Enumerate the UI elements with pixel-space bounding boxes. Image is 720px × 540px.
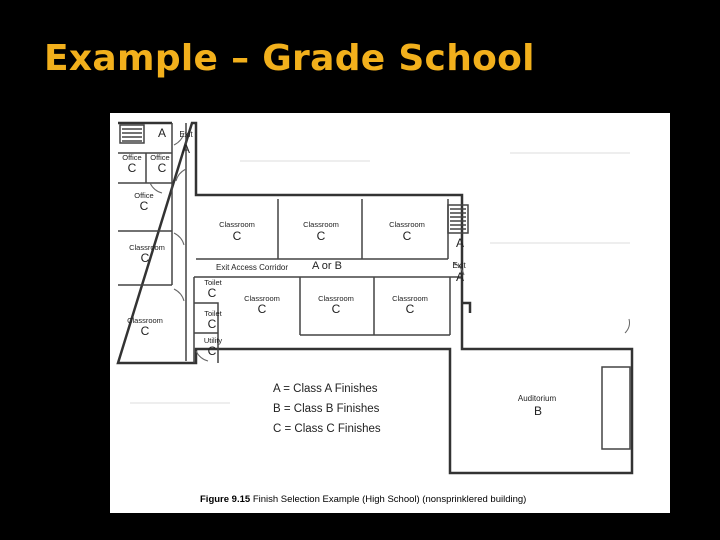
class-label: A — [455, 270, 465, 284]
room-label-classroom: Classroom — [127, 316, 163, 325]
room-label-toilet: Toilet — [204, 278, 222, 287]
room-label-toilet: Toilet — [204, 309, 222, 318]
exit-label: Exit — [179, 130, 193, 139]
room-label-auditorium: Auditorium — [517, 394, 557, 403]
room-label-classroom: Classroom — [392, 294, 428, 303]
class-label: A — [455, 236, 465, 250]
class-label: C — [232, 229, 242, 243]
figure-number: Figure 9.15 — [200, 494, 251, 505]
exit-label: Exit — [452, 261, 466, 270]
corridor-class-label: A or B — [312, 260, 342, 272]
class-label: C — [140, 324, 150, 338]
room-label-office: Office — [122, 153, 142, 162]
class-label: C — [139, 199, 149, 213]
class-label: C — [331, 302, 341, 316]
class-label: C — [207, 317, 217, 331]
figure-caption — [200, 494, 526, 505]
class-label: A — [181, 142, 191, 156]
class-label: C — [405, 302, 415, 316]
class-label: C — [316, 229, 326, 243]
figure-caption-text: Finish Selection Example (High School) (nonsprinklered building) — [252, 494, 527, 505]
class-label: C — [140, 251, 150, 265]
class-label: C — [207, 286, 217, 300]
finish-legend — [273, 379, 381, 439]
class-label: C — [257, 302, 267, 316]
room-label-classroom: Classroom — [244, 294, 280, 303]
floor-plan — [110, 113, 670, 513]
room-label-classroom: Classroom — [129, 243, 165, 252]
room-label-classroom: Classroom — [318, 294, 354, 303]
legend-item: B = Class B Finishes — [273, 403, 380, 415]
class-label: C — [127, 161, 137, 175]
legend-item: C = Class C Finishes — [273, 423, 381, 435]
class-label: C — [157, 161, 167, 175]
class-label: A — [157, 126, 167, 140]
room-label-classroom: Classroom — [389, 220, 425, 229]
room-label-office: Office — [150, 153, 170, 162]
room-label-office: Office — [134, 191, 154, 200]
room-label-classroom: Classroom — [303, 220, 339, 229]
room-label-classroom: Classroom — [219, 220, 255, 229]
corridor-label: Exit Access Corridor — [215, 263, 289, 272]
floor-plan-walls — [110, 113, 670, 513]
slide-title: Example – Grade School — [44, 38, 535, 79]
legend-item: A = Class A Finishes — [273, 383, 378, 395]
class-label: C — [402, 229, 412, 243]
class-label: C — [207, 344, 217, 358]
class-label: B — [533, 404, 543, 418]
room-label-utility: Utility — [203, 336, 223, 345]
